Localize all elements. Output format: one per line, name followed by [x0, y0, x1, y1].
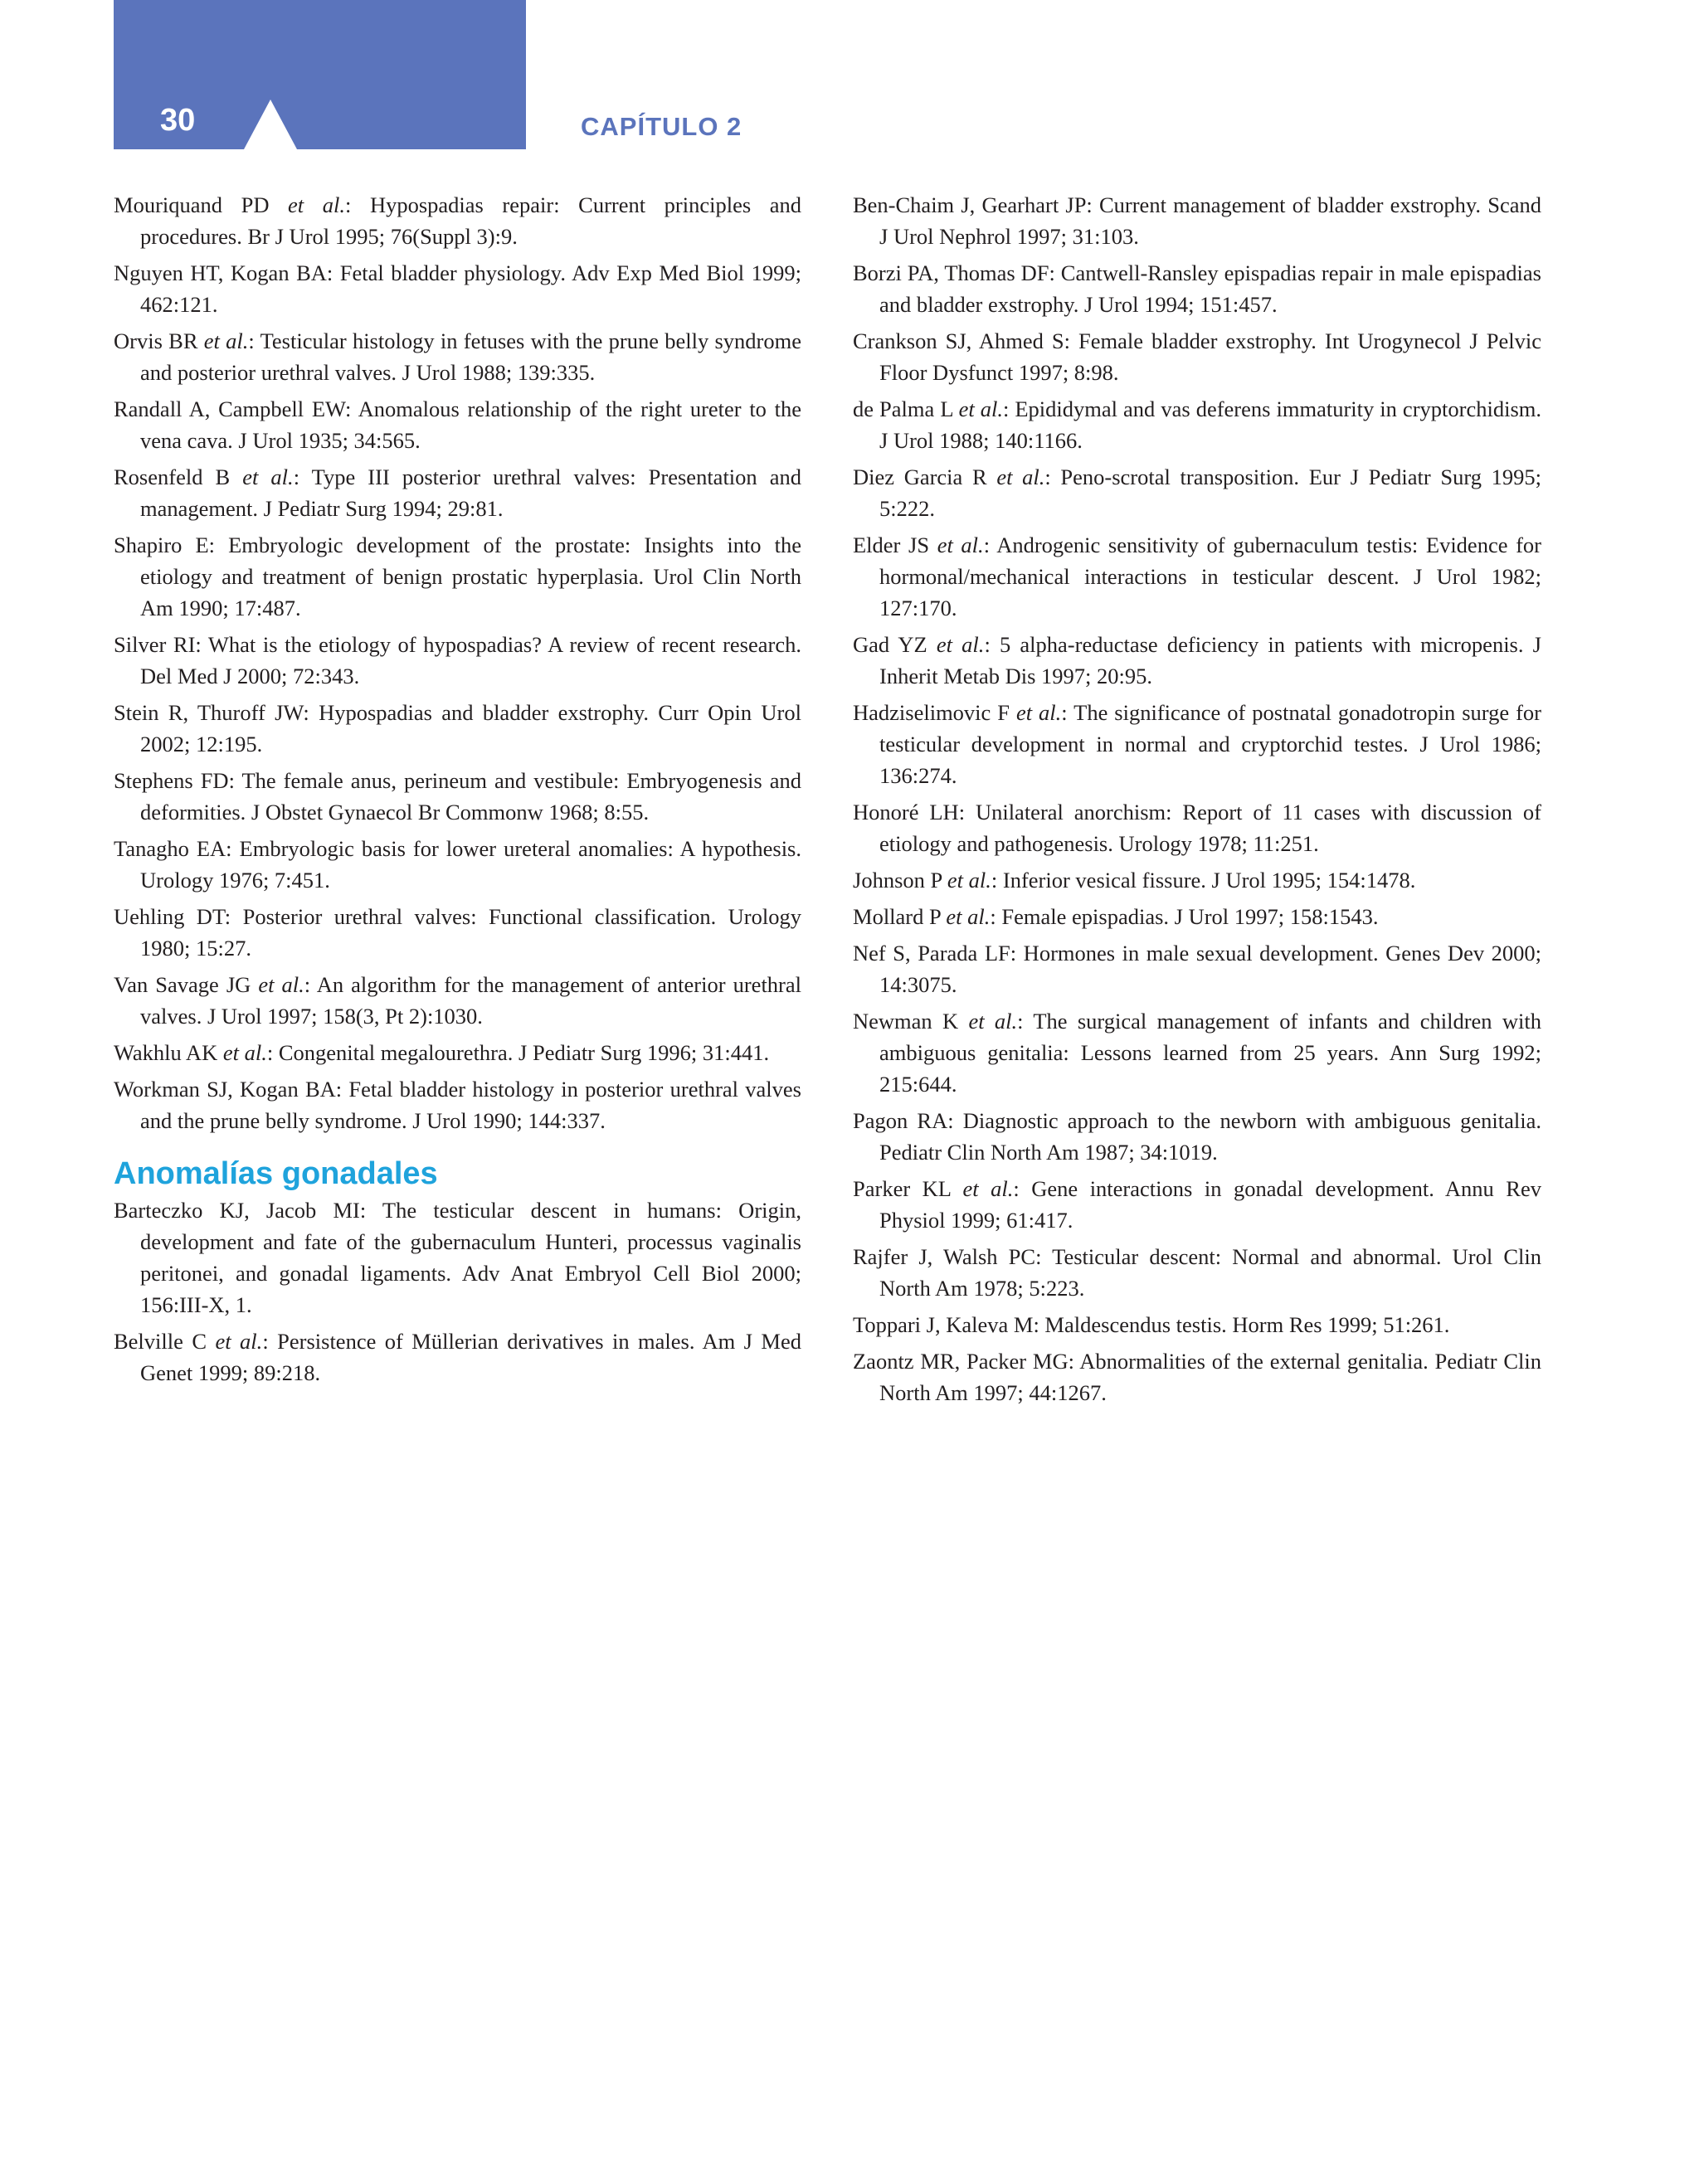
reference-text: Barteczko KJ, Jacob MI: The testicular descent in humans: Origin, development and fate of the gubernaculum Hunteri, processus vaginalis peritonei, and gonadal ligaments. Adv Anat Embryol Cell Biol 2000; 156:III-X, 1. — [114, 1198, 801, 1317]
reference-entry — [114, 1325, 801, 1389]
reference-text: : Hypospadias repair: Current principles and procedures. Br J Urol 1995; 76(Suppl 3):9. — [140, 192, 802, 249]
reference-entry — [853, 257, 1541, 320]
reference-entry — [853, 189, 1541, 252]
reference-entry — [114, 697, 801, 760]
reference-et-al: et al. — [947, 868, 991, 893]
reference-et-al: et al. — [958, 396, 1003, 421]
reference-et-al: et al. — [242, 465, 294, 489]
reference-et-al: et al. — [215, 1329, 263, 1354]
reference-list-gonadal — [114, 1194, 801, 1389]
chapter-label: CAPÍTULO 2 — [581, 112, 742, 141]
reference-text: Hadziselimovic F — [853, 700, 1016, 725]
reference-entry — [853, 937, 1541, 1000]
reference-et-al: et al. — [937, 533, 984, 557]
reference-entry — [114, 461, 801, 524]
reference-text: Mouriquand PD — [114, 192, 289, 217]
reference-entry — [853, 529, 1541, 624]
reference-text: Johnson P — [853, 868, 947, 893]
reference-text: : Female epispadias. J Urol 1997; 158:1543. — [990, 904, 1379, 929]
reference-text: : Inferior vesical fissure. J Urol 1995; 154:1478. — [991, 868, 1416, 893]
reference-text: Rosenfeld B — [114, 465, 243, 489]
header-notch — [244, 100, 297, 149]
reference-text: : Testicular histology in fetuses with the prune belly syndrome and posterior urethral valves. J Urol 1988; 139:335. — [140, 328, 801, 385]
reference-text: Orvis BR — [114, 328, 204, 353]
reference-text: Van Savage JG — [114, 972, 259, 997]
reference-text: Pagon RA: Diagnostic approach to the newborn with ambiguous genitalia. Pediatr Clin North Am 1987; 34:1019. — [853, 1108, 1541, 1165]
reference-text: Nguyen HT, Kogan BA: Fetal bladder physiology. Adv Exp Med Biol 1999; 462:121. — [114, 260, 801, 317]
reference-entry — [853, 1309, 1541, 1340]
reference-text: : Congenital megalourethra. J Pediatr Surg 1996; 31:441. — [266, 1040, 770, 1065]
page-number: 30 — [160, 103, 196, 138]
reference-entry — [853, 1345, 1541, 1408]
reference-et-al: et al. — [936, 632, 985, 657]
reference-text: : Gene interactions in gonadal development. Annu Rev Physiol 1999; 61:417. — [879, 1176, 1541, 1233]
reference-entry — [114, 257, 801, 320]
reference-text: Newman K — [853, 1009, 969, 1034]
reference-entry — [853, 629, 1541, 692]
reference-et-al: et al. — [222, 1040, 267, 1065]
reference-list-left — [114, 189, 801, 1136]
reference-entry — [114, 969, 801, 1032]
reference-text: Uehling DT: Posterior urethral valves: Functional classification. Urology 1980; 15:27. — [114, 904, 801, 961]
reference-text: Crankson SJ, Ahmed S: Female bladder exstrophy. Int Urogynecol J Pelvic Floor Dysfunct 1997; 8:98. — [853, 328, 1541, 385]
reference-entry — [853, 1105, 1541, 1168]
reference-text: Ben-Chaim J, Gearhart JP: Current management of bladder exstrophy. Scand J Urol Nephrol 1997; 31:103. — [853, 192, 1541, 249]
reference-text: Toppari J, Kaleva M: Maldescendus testis. Horm Res 1999; 51:261. — [853, 1312, 1450, 1337]
reference-entry — [114, 393, 801, 456]
left-column — [114, 189, 801, 1394]
reference-entry — [114, 901, 801, 964]
reference-text: Honoré LH: Unilateral anorchism: Report of 11 cases with discussion of etiology and pathogenesis. Urology 1978; 11:251. — [853, 800, 1541, 856]
reference-text: : Epididymal and vas deferens immaturity in cryptorchidism. J Urol 1988; 140:1166. — [879, 396, 1541, 453]
reference-et-al: et al. — [946, 904, 991, 929]
reference-text: Tanagho EA: Embryologic basis for lower ureteral anomalies: A hypothesis. Urology 1976; 7:451. — [114, 836, 801, 893]
reference-et-al: et al. — [258, 972, 304, 997]
reference-text: Silver RI: What is the etiology of hypospadias? A review of recent research. Del Med J 2000; 72:343. — [114, 632, 801, 688]
reference-text: Gad YZ — [853, 632, 937, 657]
reference-entry — [114, 1194, 801, 1321]
reference-entry — [114, 833, 801, 896]
reference-text: Parker KL — [853, 1176, 963, 1201]
reference-entry — [114, 1037, 801, 1068]
reference-entry — [114, 765, 801, 828]
reference-text: Nef S, Parada LF: Hormones in male sexual development. Genes Dev 2000; 14:3075. — [853, 941, 1541, 997]
reference-entry — [114, 1073, 801, 1136]
reference-et-al: et al. — [203, 328, 249, 353]
reference-text: Diez Garcia R — [853, 465, 997, 489]
reference-text: : An algorithm for the management of anterior urethral valves. J Urol 1997; 158(3, Pt 2):1030. — [140, 972, 802, 1029]
reference-entry — [853, 1005, 1541, 1100]
reference-text: de Palma L — [853, 396, 959, 421]
reference-text: Randall A, Campbell EW: Anomalous relationship of the right ureter to the vena cava. J Urol 1935; 34:565. — [114, 396, 801, 453]
reference-entry — [853, 796, 1541, 859]
right-column — [853, 189, 1541, 1413]
reference-et-al: et al. — [968, 1009, 1018, 1034]
reference-entry — [853, 864, 1541, 896]
reference-text: : The significance of postnatal gonadotropin surge for testicular development in normal and cryptorchid testes. J Urol 1986; 136:274. — [879, 700, 1541, 788]
reference-text: Wakhlu AK — [114, 1040, 223, 1065]
reference-text: Rajfer J, Walsh PC: Testicular descent: Normal and abnormal. Urol Clin North Am 1978; 5:223. — [853, 1244, 1541, 1301]
reference-text: : 5 alpha-reductase deficiency in patients with micropenis. J Inherit Metab Dis 1997; 20:95. — [879, 632, 1541, 688]
reference-entry — [853, 1241, 1541, 1304]
reference-text: : The surgical management of infants and children with ambiguous genitalia: Lessons learned from 25 years. Ann Surg 1992; 215:644. — [879, 1009, 1541, 1097]
reference-text: Stephens FD: The female anus, perineum and vestibule: Embryogenesis and deformities. J Obstet Gynaecol Br Commonw 1968; 8:55. — [114, 768, 801, 824]
reference-et-al: et al. — [288, 192, 345, 217]
reference-entry — [114, 529, 801, 624]
reference-entry — [853, 1173, 1541, 1236]
reference-entry — [114, 629, 801, 692]
reference-text: Stein R, Thuroff JW: Hypospadias and bladder exstrophy. Curr Opin Urol 2002; 12:195. — [114, 700, 801, 756]
reference-text: Borzi PA, Thomas DF: Cantwell-Ransley epispadias repair in male epispadias and bladder exstrophy. J Urol 1994; 151:457. — [853, 260, 1541, 317]
reference-entry — [853, 697, 1541, 791]
reference-et-al: et al. — [1015, 700, 1062, 725]
reference-text: : Androgenic sensitivity of gubernaculum testis: Evidence for hormonal/mechanical interactions in testicular descent. J Urol 1982; 127:170. — [879, 533, 1541, 620]
reference-entry — [853, 901, 1541, 932]
reference-text: Workman SJ, Kogan BA: Fetal bladder histology in posterior urethral valves and the prune belly syndrome. J Urol 1990; 144:337. — [114, 1077, 801, 1133]
reference-text: Zaontz MR, Packer MG: Abnormalities of the external genitalia. Pediatr Clin North Am 1997; 44:1267. — [853, 1349, 1541, 1405]
reference-text: : Persistence of Müllerian derivatives in males. Am J Med Genet 1999; 89:218. — [140, 1329, 802, 1385]
reference-entry — [853, 325, 1541, 388]
reference-text: : Type III posterior urethral valves: Presentation and management. J Pediatr Surg 1994; 29:81. — [140, 465, 801, 521]
reference-et-al: et al. — [962, 1176, 1014, 1201]
reference-entry — [853, 461, 1541, 524]
section-heading: Anomalías gonadales — [114, 1156, 438, 1191]
reference-text: : Peno-scrotal transposition. Eur J Pediatr Surg 1995; 5:222. — [879, 465, 1541, 521]
reference-entry — [114, 189, 801, 252]
reference-entry — [114, 325, 801, 388]
reference-text: Elder JS — [853, 533, 937, 557]
reference-et-al: et al. — [996, 465, 1045, 489]
reference-entry — [853, 393, 1541, 456]
reference-text: Mollard P — [853, 904, 947, 929]
reference-text: Shapiro E: Embryologic development of the prostate: Insights into the etiology and treatment of benign prostatic hyperplasia. Urol Clin North Am 1990; 17:487. — [114, 533, 801, 620]
reference-text: Belville C — [114, 1329, 216, 1354]
reference-list-right — [853, 189, 1541, 1408]
